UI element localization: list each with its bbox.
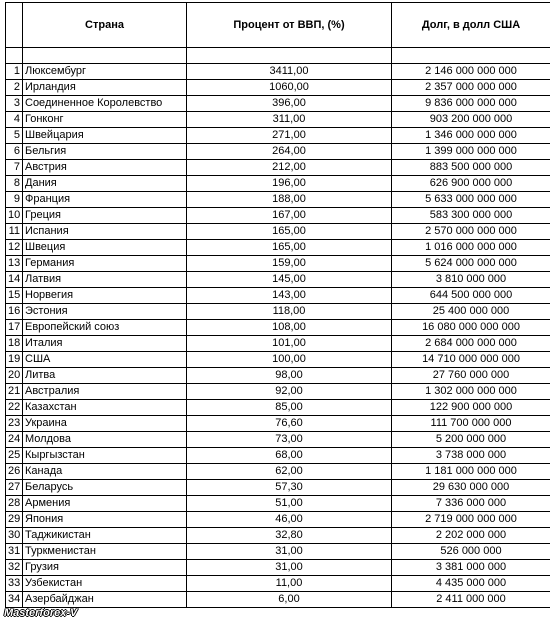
row-number: 26 [6, 464, 23, 480]
debt-cell: 2 202 000 000 [392, 528, 550, 544]
percent-cell: 3411,00 [187, 64, 392, 80]
table-row [6, 464, 550, 480]
table-row [6, 496, 550, 512]
debt-cell: 2 684 000 000 000 [392, 336, 550, 352]
row-number: 21 [6, 384, 23, 400]
debt-cell: 9 836 000 000 000 [392, 96, 550, 112]
country-cell: Австралия [23, 384, 187, 400]
debt-cell: 16 080 000 000 000 [392, 320, 550, 336]
percent-cell: 101,00 [187, 336, 392, 352]
table-row [6, 224, 550, 240]
debt-cell: 526 000 000 [392, 544, 550, 560]
debt-cell: 903 200 000 000 [392, 112, 550, 128]
row-number: 27 [6, 480, 23, 496]
row-number: 11 [6, 224, 23, 240]
table-row [6, 80, 550, 96]
percent-cell: 46,00 [187, 512, 392, 528]
debt-cell: 3 381 000 000 [392, 560, 550, 576]
percent-cell: 57,30 [187, 480, 392, 496]
country-cell: Гонконг [23, 112, 187, 128]
row-number: 18 [6, 336, 23, 352]
debt-cell: 29 630 000 000 [392, 480, 550, 496]
percent-cell: 92,00 [187, 384, 392, 400]
table-row [6, 592, 550, 608]
debt-cell: 1 346 000 000 000 [392, 128, 550, 144]
percent-cell: 76,60 [187, 416, 392, 432]
country-cell: Латвия [23, 272, 187, 288]
country-cell: Азербайджан [23, 592, 187, 608]
percent-cell: 188,00 [187, 192, 392, 208]
debt-cell: 27 760 000 000 [392, 368, 550, 384]
table-row [6, 384, 550, 400]
row-number: 4 [6, 112, 23, 128]
table-row [6, 64, 550, 80]
table-row [6, 96, 550, 112]
percent-cell: 98,00 [187, 368, 392, 384]
debt-cell: 626 900 000 000 [392, 176, 550, 192]
percent-cell: 31,00 [187, 544, 392, 560]
row-number: 14 [6, 272, 23, 288]
country-cell: Ирландия [23, 80, 187, 96]
table-row [6, 528, 550, 544]
table-row [6, 128, 550, 144]
row-number: 25 [6, 448, 23, 464]
row-number: 24 [6, 432, 23, 448]
table-row [6, 400, 550, 416]
blank-row [6, 48, 550, 64]
country-cell: Швеция [23, 240, 187, 256]
table-row [6, 176, 550, 192]
row-number: 1 [6, 64, 23, 80]
country-cell: Франция [23, 192, 187, 208]
blank-cell [23, 48, 187, 64]
row-number: 32 [6, 560, 23, 576]
debt-cell: 5 200 000 000 [392, 432, 550, 448]
country-cell: Европейский союз [23, 320, 187, 336]
percent-cell: 11,00 [187, 576, 392, 592]
country-cell: Туркменистан [23, 544, 187, 560]
country-cell: Люксембург [23, 64, 187, 80]
debt-cell: 583 300 000 000 [392, 208, 550, 224]
percent-cell: 196,00 [187, 176, 392, 192]
percent-cell: 6,00 [187, 592, 392, 608]
row-number: 31 [6, 544, 23, 560]
debt-cell: 7 336 000 000 [392, 496, 550, 512]
debt-cell: 1 399 000 000 000 [392, 144, 550, 160]
row-number: 22 [6, 400, 23, 416]
table-row [6, 432, 550, 448]
row-number: 5 [6, 128, 23, 144]
row-number: 33 [6, 576, 23, 592]
row-number: 3 [6, 96, 23, 112]
country-cell: Греция [23, 208, 187, 224]
percent-cell: 1060,00 [187, 80, 392, 96]
country-cell: Литва [23, 368, 187, 384]
debt-cell: 2 357 000 000 000 [392, 80, 550, 96]
table-row [6, 272, 550, 288]
percent-cell: 31,00 [187, 560, 392, 576]
table-row [6, 560, 550, 576]
row-number: 10 [6, 208, 23, 224]
blank-cell [6, 48, 23, 64]
country-cell: Эстония [23, 304, 187, 320]
header-percent: Процент от ВВП, (%) [187, 3, 392, 48]
table-row [6, 192, 550, 208]
percent-cell: 159,00 [187, 256, 392, 272]
country-cell: Армения [23, 496, 187, 512]
debt-cell: 1 016 000 000 000 [392, 240, 550, 256]
debt-cell: 2 411 000 000 [392, 592, 550, 608]
country-cell: Норвегия [23, 288, 187, 304]
debt-cell: 5 633 000 000 000 [392, 192, 550, 208]
percent-cell: 118,00 [187, 304, 392, 320]
blank-cell [187, 48, 392, 64]
row-number: 30 [6, 528, 23, 544]
debt-cell: 122 900 000 000 [392, 400, 550, 416]
country-cell: Беларусь [23, 480, 187, 496]
debt-cell: 883 500 000 000 [392, 160, 550, 176]
percent-cell: 68,00 [187, 448, 392, 464]
table-row [6, 352, 550, 368]
country-cell: Испания [23, 224, 187, 240]
country-cell: Япония [23, 512, 187, 528]
debt-table [5, 2, 550, 608]
debt-cell: 25 400 000 000 [392, 304, 550, 320]
table-row [6, 480, 550, 496]
percent-cell: 167,00 [187, 208, 392, 224]
country-cell: Молдова [23, 432, 187, 448]
debt-cell: 2 570 000 000 000 [392, 224, 550, 240]
table-row [6, 576, 550, 592]
table-row [6, 544, 550, 560]
percent-cell: 396,00 [187, 96, 392, 112]
row-number: 29 [6, 512, 23, 528]
country-cell: Кыргызстан [23, 448, 187, 464]
table-row [6, 240, 550, 256]
row-number: 23 [6, 416, 23, 432]
debt-cell: 3 738 000 000 [392, 448, 550, 464]
country-cell: Австрия [23, 160, 187, 176]
country-cell: Соединенное Королевство [23, 96, 187, 112]
debt-cell: 3 810 000 000 [392, 272, 550, 288]
percent-cell: 73,00 [187, 432, 392, 448]
country-cell: Грузия [23, 560, 187, 576]
debt-cell: 644 500 000 000 [392, 288, 550, 304]
row-number: 9 [6, 192, 23, 208]
row-number: 28 [6, 496, 23, 512]
table-row [6, 144, 550, 160]
row-number: 8 [6, 176, 23, 192]
debt-cell: 1 181 000 000 000 [392, 464, 550, 480]
percent-cell: 271,00 [187, 128, 392, 144]
table-row [6, 304, 550, 320]
table-body [6, 48, 550, 608]
country-cell: Италия [23, 336, 187, 352]
debt-cell: 2 146 000 000 000 [392, 64, 550, 80]
row-number: 12 [6, 240, 23, 256]
percent-cell: 145,00 [187, 272, 392, 288]
percent-cell: 32,80 [187, 528, 392, 544]
percent-cell: 62,00 [187, 464, 392, 480]
row-number: 17 [6, 320, 23, 336]
percent-cell: 143,00 [187, 288, 392, 304]
country-cell: Казахстан [23, 400, 187, 416]
country-cell: Дания [23, 176, 187, 192]
table-row [6, 160, 550, 176]
debt-cell: 14 710 000 000 000 [392, 352, 550, 368]
table-row [6, 112, 550, 128]
table-row [6, 288, 550, 304]
debt-cell: 2 719 000 000 000 [392, 512, 550, 528]
country-cell: Узбекистан [23, 576, 187, 592]
header-country: Страна [23, 3, 187, 48]
row-number: 34 [6, 592, 23, 608]
percent-cell: 51,00 [187, 496, 392, 512]
watermark-text: Masterforex-V [4, 607, 78, 619]
table-row [6, 336, 550, 352]
table-row [6, 448, 550, 464]
percent-cell: 264,00 [187, 144, 392, 160]
header-num [6, 3, 23, 48]
row-number: 2 [6, 80, 23, 96]
percent-cell: 311,00 [187, 112, 392, 128]
row-number: 6 [6, 144, 23, 160]
table-row [6, 368, 550, 384]
row-number: 7 [6, 160, 23, 176]
blank-cell [392, 48, 550, 64]
table-row [6, 512, 550, 528]
country-cell: Таджикистан [23, 528, 187, 544]
table-row [6, 256, 550, 272]
debt-cell: 4 435 000 000 [392, 576, 550, 592]
table-row [6, 208, 550, 224]
header-row [6, 3, 550, 48]
country-cell: Канада [23, 464, 187, 480]
row-number: 19 [6, 352, 23, 368]
percent-cell: 165,00 [187, 240, 392, 256]
table-row [6, 416, 550, 432]
row-number: 15 [6, 288, 23, 304]
table-row [6, 320, 550, 336]
row-number: 16 [6, 304, 23, 320]
row-number: 20 [6, 368, 23, 384]
percent-cell: 108,00 [187, 320, 392, 336]
debt-cell: 5 624 000 000 000 [392, 256, 550, 272]
percent-cell: 165,00 [187, 224, 392, 240]
row-number: 13 [6, 256, 23, 272]
percent-cell: 85,00 [187, 400, 392, 416]
percent-cell: 212,00 [187, 160, 392, 176]
country-cell: Украина [23, 416, 187, 432]
country-cell: Бельгия [23, 144, 187, 160]
debt-cell: 1 302 000 000 000 [392, 384, 550, 400]
percent-cell: 100,00 [187, 352, 392, 368]
country-cell: Германия [23, 256, 187, 272]
country-cell: Швейцария [23, 128, 187, 144]
country-cell: США [23, 352, 187, 368]
header-debt: Долг, в долл США [392, 3, 550, 48]
debt-cell: 111 700 000 000 [392, 416, 550, 432]
